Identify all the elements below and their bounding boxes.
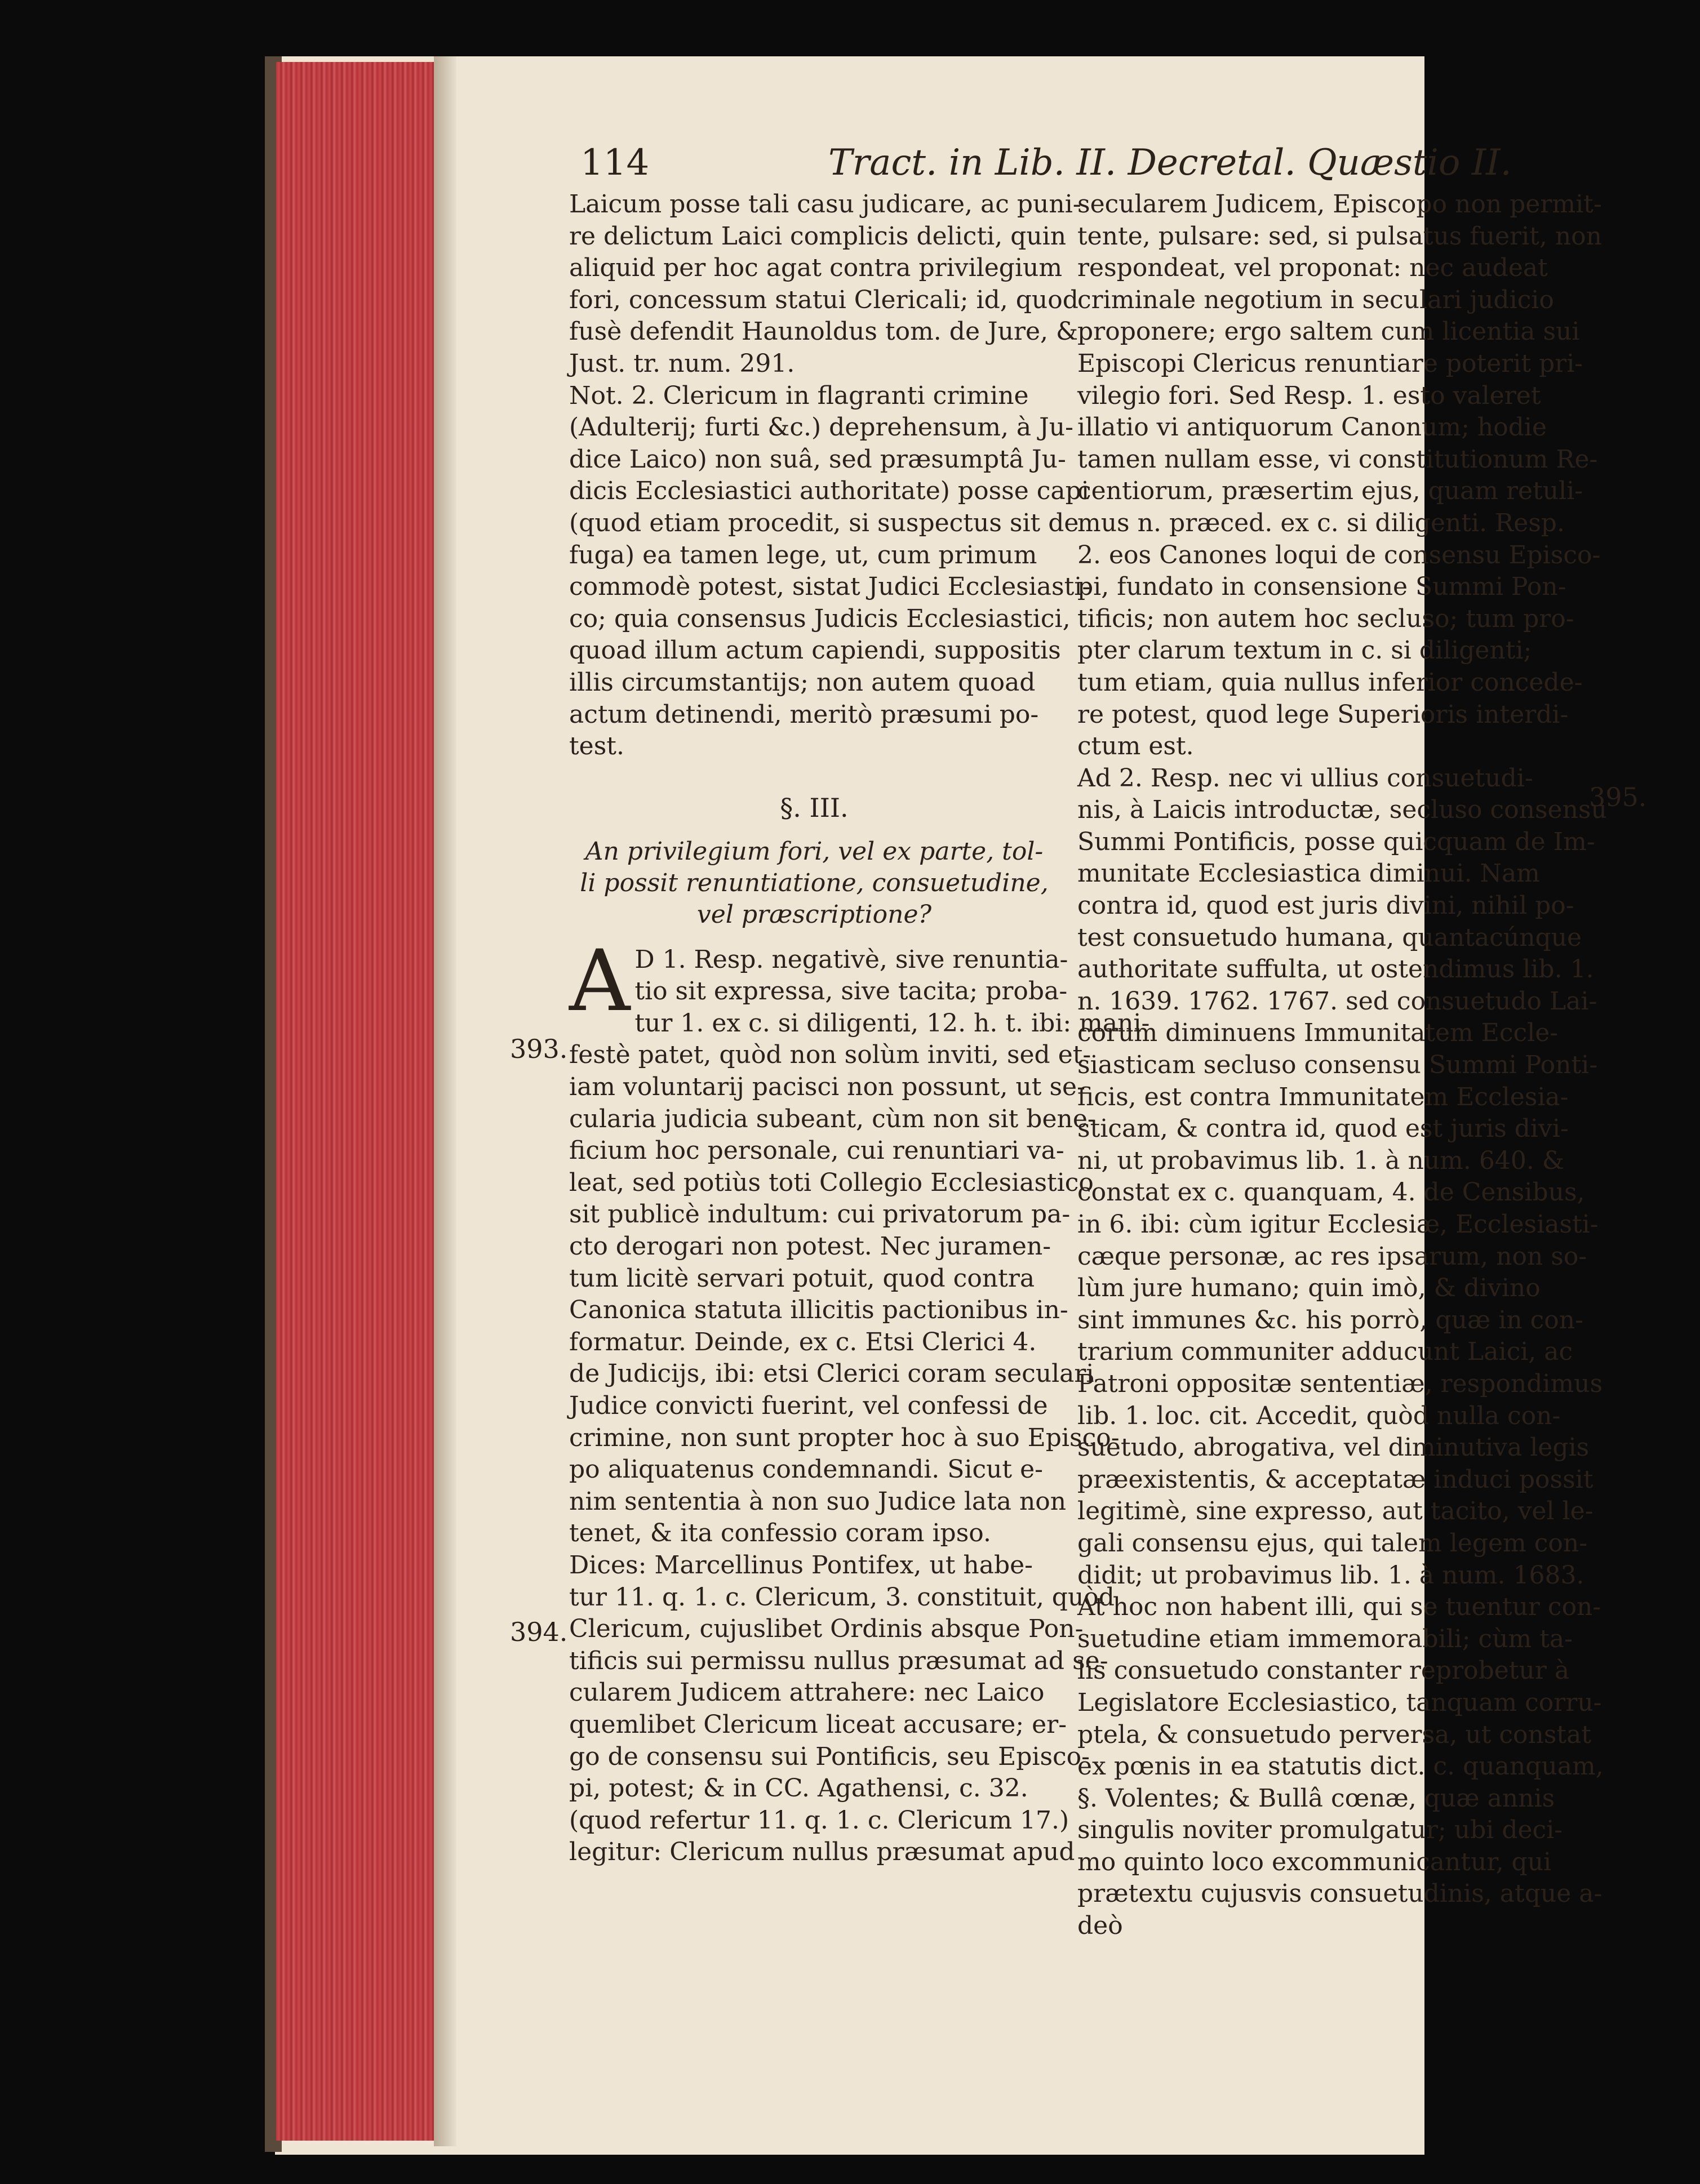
text-line: centiorum, præsertim ejus, quam retuli- [1077,477,1583,506]
text-line: co; quia consensus Judicis Ecclesiastici, [569,604,1071,633]
left-column-text-top [569,189,1091,763]
text-line: Canonica statuta illicitis pactionibus in- [569,1296,1068,1325]
drop-cap: A [569,932,631,1030]
text-line: de Judicijs, ibi: etsi Clerici coram seculari [569,1359,1094,1389]
text-line: (quod etiam procedit, si suspectus sit de [569,508,1079,537]
text-line: n. 1639. 1762. 1767. sed consuetudo Lai- [1077,986,1597,1016]
text-line: tur 1. ex c. si diligenti, 12. h. t. ibi: mani- [634,1008,1150,1038]
text-line: Laicum posse tali casu judicare, ac puni- [569,190,1081,219]
text-line: Ad 2. Resp. nec vi ullius consuetudi- [1077,763,1533,793]
text-line: ficium hoc personale, cui renuntiari va- [569,1136,1064,1166]
text-line: lùm jure humano; quin imò, & divino [1077,1274,1541,1303]
text-line: commodè potest, sistat Judici Ecclesiasti- [569,572,1091,602]
text-line: suetudine etiam immemorabili; cùm ta- [1077,1624,1573,1653]
text-line: formatur. Deinde, ex c. Etsi Clerici 4. [569,1327,1037,1356]
margin-number-394: 394. [510,1617,568,1647]
left-column-text-bottom [569,932,1150,1869]
text-line: tente, pulsare: sed, si pulsatus fuerit, non [1077,221,1602,251]
text-line: mo quinto loco excommunicantur, qui [1077,1847,1552,1876]
text-line: iam voluntarij pacisci non possunt, ut se- [569,1073,1085,1102]
text-line: authoritate suffulta, ut ostendimus lib. 1. [1077,955,1594,984]
text-line: gali consensu ejus, qui talem legem con- [1077,1528,1588,1558]
text-line: ex pœnis in ea statutis dict. c. quanquam, [1077,1752,1604,1781]
text-line: vilegio fori. Sed Resp. 1. esto valeret [1077,381,1541,410]
text-line: ni, ut probavimus lib. 1. à num. 640. & [1077,1146,1564,1175]
text-line: quoad illum actum capiendi, suppositis [569,636,1061,665]
text-line: fuga) ea tamen lege, ut, cum primum [569,540,1037,570]
text-line: tamen nullam esse, vi constitutionum Re- [1077,444,1598,474]
page-gutter [434,56,456,2146]
margin-number-393: 393. [510,1034,568,1064]
margin-number-395: 395. [1589,782,1647,812]
text-line: ctum est. [1077,732,1194,761]
text-line: vel præscriptione? [696,900,932,929]
right-column [1077,189,1607,1942]
text-line: (Adulterij; furti &c.) deprehensum, à Ju- [569,413,1073,442]
running-title: Tract. in Lib. II. Decretal. Quæstio II. [828,142,1512,184]
text-line: contra id, quod est juris divini, nihil po- [1077,891,1574,920]
text-line: test consuetudo humana, quantacúnque [1077,923,1582,952]
text-line: ficis, est contra Immunitatem Ecclesia- [1077,1082,1569,1111]
text-line: Legislatore Ecclesiastico, tanquam corru- [1077,1688,1602,1717]
text-line: actum detinendi, meritò præsumi po- [569,700,1039,729]
section-body [569,932,1150,1869]
section-mark: §. III. [780,792,849,823]
text-line: §. Volentes; & Bullâ cœnæ, quæ annis [1077,1783,1555,1813]
text-line: proponere; ergo saltem cum licentia sui [1077,317,1580,346]
text-line: leat, sed potiùs toti Collegio Ecclesiastico [569,1168,1094,1197]
text-line: illatio vi antiquorum Canonum; hodie [1077,413,1547,442]
text-line: dice Laico) non suâ, sed præsumptâ Ju- [569,444,1066,474]
text-line: prætextu cujusvis consuetudinis, atque a- [1077,1879,1603,1909]
text-line: cularem Judicem attrahere: nec Laico [569,1678,1045,1707]
text-line: cto derogari non potest. Nec juramen- [569,1232,1051,1261]
text-line: legitur: Clericum nullus præsumat apud [569,1838,1075,1867]
text-line: At hoc non habent illi, qui se tuentur con- [1077,1593,1601,1622]
text-line: singulis noviter promulgatur; ubi deci- [1077,1816,1563,1845]
section-title [569,836,1059,931]
text-line: Episcopi Clericus renuntiare poterit pri- [1077,349,1583,378]
text-line: pi, potest; & in CC. Agathensi, c. 32. [569,1774,1028,1803]
text-line: sticam, & contra id, quod est juris divi- [1077,1114,1569,1144]
text-line: An privilegium fori, vel ex parte, tol- [585,837,1044,866]
text-line: test. [569,732,624,761]
text-line: fusè defendit Haunoldus tom. de Jure, & [569,317,1078,346]
text-line: fori, concessum statui Clericali; id, quod [569,285,1078,314]
text-line: lis consuetudo constanter reprobetur à [1077,1656,1570,1685]
text-line: cularia judicia subeant, cùm non sit bene- [569,1104,1096,1133]
text-line: illis circumstantijs; non autem quoad [569,668,1036,697]
text-line: lib. 1. loc. cit. Accedit, quòd nulla con- [1077,1401,1561,1430]
text-line: Just. tr. num. 291. [569,349,795,378]
text-line: re delictum Laici complicis delicti, quin [569,221,1067,251]
text-line: Judice convicti fuerint, vel confessi de [569,1391,1048,1420]
text-line: constat ex c. quanquam, 4. de Censibus, [1077,1178,1585,1207]
text-line: munitate Ecclesiastica diminui. Nam [1077,859,1540,888]
text-line: cæque personæ, ac res ipsarum, non so- [1077,1242,1587,1271]
text-line: Summi Pontificis, posse quicquam de Im- [1077,827,1595,856]
text-line: tum licitè servari potuit, quod contra [569,1264,1035,1293]
text-line: Not. 2. Clericum in flagranti crimine [569,381,1029,410]
text-line: go de consensu sui Pontificis, seu Episco- [569,1742,1090,1771]
text-line: 2. eos Canones loqui de consensu Episco- [1077,540,1601,570]
text-line: respondeat, vel proponat: nec audeat [1077,253,1548,283]
text-line: sint immunes &c. his porrò, quæ in con- [1077,1305,1583,1335]
text-line: D 1. Resp. negativè, sive renuntia- [634,945,1068,974]
text-line: tio sit expressa, sive tacita; proba- [634,977,1068,1006]
text-line: festè patet, quòd non solùm inviti, sed et- [569,1040,1091,1070]
text-line: trarium communiter adducunt Laici, ac [1077,1337,1573,1367]
text-line: nim sententia à non suo Judice lata non [569,1487,1067,1516]
text-line: (quod refertur 11. q. 1. c. Clericum 17.) [569,1805,1069,1835]
text-line: tificis; non autem hoc secluso; tum pro- [1077,604,1574,633]
text-line: tum etiam, quia nullus inferior concede- [1077,668,1583,697]
text-line: siasticam secluso consensu Summi Ponti- [1077,1051,1598,1080]
text-line: tur 11. q. 1. c. Clericum, 3. constituit, quòd [569,1582,1115,1612]
text-line: in 6. ibi: cùm igitur Ecclesiæ, Ecclesiasti- [1077,1210,1599,1239]
text-line: crimine, non sunt propter hoc à suo Episco- [569,1423,1120,1452]
text-line: po aliquatenus condemnandi. Sicut e- [569,1455,1044,1484]
text-line: ptela, & consuetudo perversa, ut constat [1077,1720,1592,1749]
text-line: criminale negotium in seculari judicio [1077,285,1554,314]
page-number: 114 [580,142,650,184]
text-line: mus n. præced. ex c. si diligenti. Resp. [1077,508,1565,537]
text-line: aliquid per hoc agat contra privilegium [569,253,1063,283]
text-line: tenet, & ita confessio coram ipso. [569,1519,992,1548]
text-line: Clericum, cujuslibet Ordinis absque Pon- [569,1614,1084,1644]
text-line: præexistentis, & acceptatæ induci possit [1077,1465,1594,1494]
text-line: secularem Judicem, Episcopo non permit- [1077,190,1602,219]
text-line: li possit renuntiatione, consuetudine, [580,868,1049,897]
red-page-edges [276,62,434,2141]
text-line: deò [1077,1911,1123,1941]
text-line: corum diminuens Immunitatem Eccle- [1077,1018,1559,1048]
text-line: sit publicè indultum: cui privatorum pa- [569,1200,1071,1229]
text-line: didit; ut probavimus lib. 1. à num. 1683. [1077,1560,1584,1590]
text-line: Patroni oppositæ sententiæ, respondimus [1077,1369,1603,1398]
text-line: suetudo, abrogativa, vel diminutiva legis [1077,1433,1590,1462]
text-line: re potest, quod lege Superioris interdi- [1077,700,1569,729]
right-column-text [1077,189,1607,1942]
text-line: pi, fundato in consensione Summi Pon- [1077,572,1566,602]
text-line: Dices: Marcellinus Pontifex, ut habe- [569,1550,1033,1580]
text-line: quemlibet Clericum liceat accusare; er- [569,1710,1067,1739]
text-line: tificis sui permissu nullus præsumat ad se- [569,1646,1108,1675]
text-line: legitimè, sine expresso, aut tacito, vel le- [1077,1497,1594,1526]
text-line: dicis Ecclesiastici authoritate) posse capi [569,477,1089,506]
page-header [580,142,1583,187]
text-line: nis, à Laicis introductæ, secluso consensu [1077,795,1607,825]
text-line: pter clarum textum in c. si diligenti; [1077,636,1532,665]
